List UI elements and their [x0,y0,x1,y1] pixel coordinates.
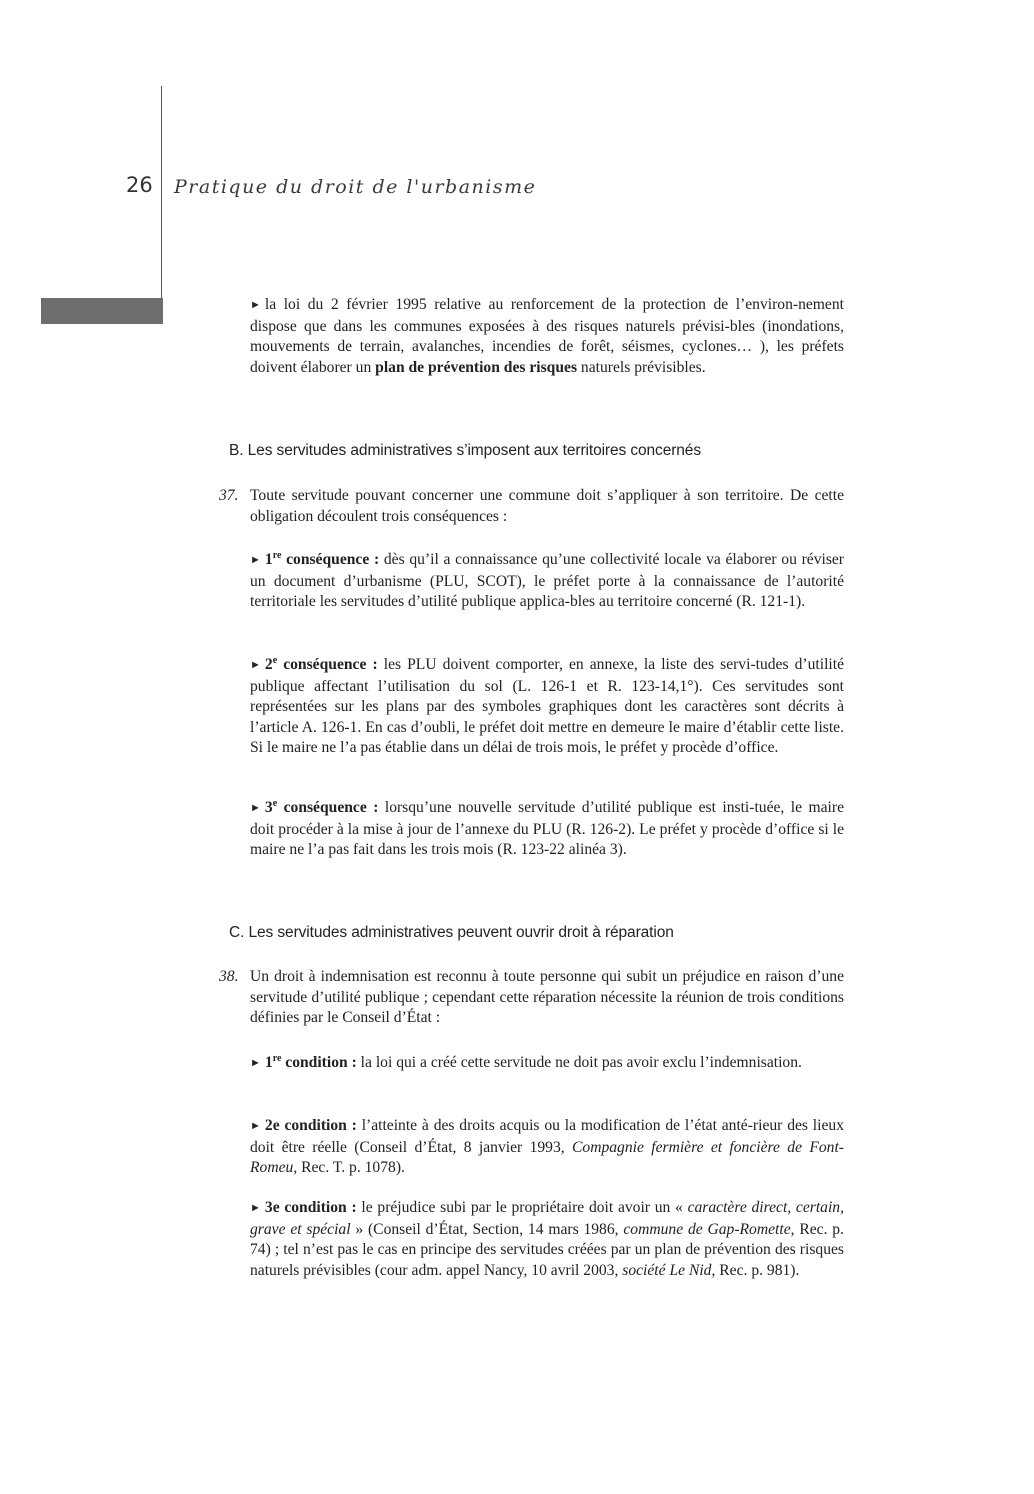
chapter-tab-bar [41,298,163,324]
triangle-bullet-icon: ► [250,299,261,311]
consequence-1: ► 1re conséquence : dès qu’il a connaissance qu’une collectivité locale va élaborer ou réviser un document d’urbanisme (PLU, SCOT), le préfet porte à la connaissance de l’autorité territoriale les servitudes d’utilité publique applica-bles au territoire concerné (R. 121-1). [250,549,845,611]
consequence-2: ► 2e conséquence : les PLU doivent comporter, en annexe, la liste des servi-tudes d’utilité publique affectant l’utilisation du sol (L. 126-1 et R. 123-14,1°). Ces servitudes sont représentées sur les plans par des symboles graphiques dont les caractères sont décrits à l’article A. 126-1. En cas d’oubli, le préfet doit mettre en demeure le maire d’établir cette liste. Si le maire ne l’a pas établie dans un délai de trois mois, le préfet y procède d’office. [250,654,844,757]
consequence-3: ► 3e conséquence : lorsqu’une nouvelle servitude d’utilité publique est insti-tuée, le maire doit procéder à la mise à jour de l’annexe du PLU (R. 126-2). Le préfet y procède d’office si le maire ne l’a pas fait dans les trois mois (R. 123-22 alinéa 3). [250,797,844,859]
margin-rule [161,86,162,298]
paragraph-37: Toute servitude pouvant concerner une commune doit s’appliquer à son territoire. De cette obligation découlent trois conséquences : [250,487,844,525]
running-title: Pratique du droit de l'urbanisme [174,176,537,198]
condition-1: ► 1re condition : la loi qui a créé cette servitude ne doit pas avoir exclu l’indemnisation. [250,1052,802,1071]
section-c-heading: C. Les servitudes administratives peuvent ouvrir droit à réparation [229,924,674,941]
page-number: 26 [126,173,153,197]
paragraph-number-37: 37. [219,487,239,504]
triangle-bullet-icon: ► [250,1057,261,1069]
triangle-bullet-icon: ► [250,659,261,671]
condition-3: ► 3e condition : le préjudice subi par le propriétaire doit avoir un « caractère direct, certain, grave et spécial » (Conseil d’État, Section, 14 mars 1986, commune de Gap-Romette, Rec. p. 74) ; tel n’est pas le cas en principe des servitudes créées par un plan de prévention des risques naturels prévisibles (cour adm. appel Nancy, 10 avril 2003, société Le Nid, Rec. p. 981). [250,1199,844,1279]
paragraph-38: Un droit à indemnisation est reconnu à toute personne qui subit un préjudice en raison d’une servitude d’utilité publique ; cependant cette réparation nécessite la réunion de trois conditions définies par le Conseil d’État : [250,968,844,1027]
condition-2: ► 2e condition : l’atteinte à des droits acquis ou la modification de l’état anté-rieur des lieux doit être réelle (Conseil d’État, 8 janvier 1993, Compagnie fermière et foncière de Font-Romeu, Rec. T. p. 1078). [250,1117,844,1177]
triangle-bullet-icon: ► [250,1120,261,1132]
triangle-bullet-icon: ► [250,1202,261,1214]
triangle-bullet-icon: ► [250,554,261,566]
triangle-bullet-icon: ► [250,802,261,814]
section-b-heading: B. Les servitudes administratives s’imposent aux territoires concernés [229,442,701,459]
intro-paragraph: ► la loi du 2 février 1995 relative au renforcement de la protection de l’environ-nement dispose que dans les communes exposées à des risques naturels prévisi-bles (inondations, mouvements de terrain, avalanches, incendies de forêt, séismes, cyclones… ), les préfets doivent élaborer un plan de prévention des risques naturels prévisibles. [250,296,844,376]
paragraph-number-38: 38. [219,968,239,985]
